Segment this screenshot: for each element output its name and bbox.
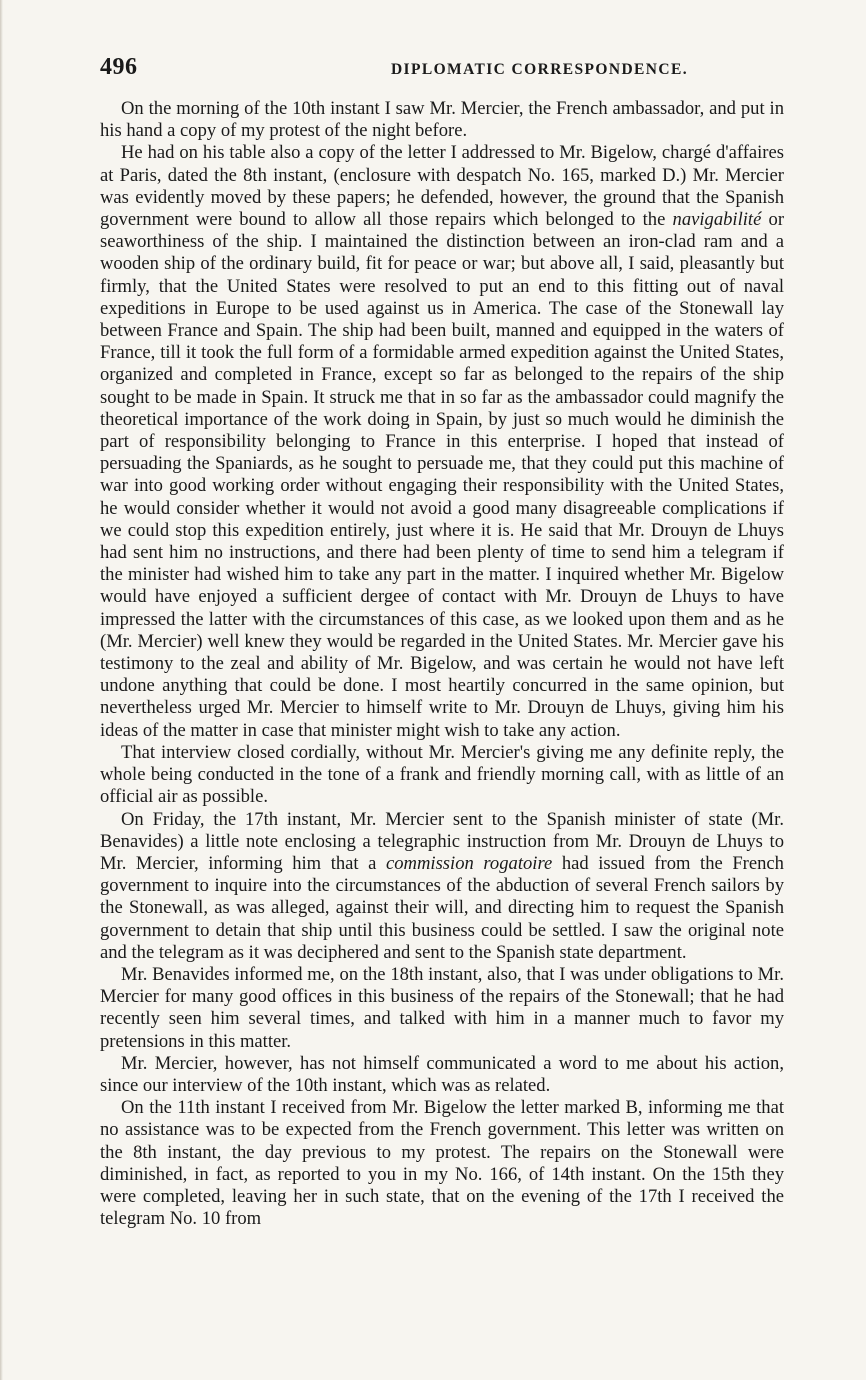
italic-phrase: navigabilité	[672, 209, 762, 231]
scan-edge	[0, 0, 3, 1380]
document-body	[100, 98, 784, 1230]
page-header	[100, 54, 784, 90]
paragraph	[100, 809, 784, 964]
text-run: or seaworthiness of the ship. I maintained the distinction between an iron-clad ram and a wooden ship of the ordinary build, fit for peace or war; but above all, I said, pleasantly but firmly, that the United States were resolved to put an end to this fitting out of naval expeditions in Europe to be used against us in America. The case of the Stonewall lay between France and Spain. The ship had been built, manned and equipped in the waters of France, till it took the full form of a formidable armed expedition against the United States, organized and completed in France, except so far as belonged to the repairs of the ship sought to be made in Spain. It struck me that in so far as the ambassador could magnify the theoretical importance of the work doing in Spain, by just so much would he diminish the part of responsibility belonging to France in this enterprise. I hoped that instead of persuading the Spaniards, as he sought to persuade me, that they could put this machine of war into good working order without engaging their responsibility with the United States, he would consider whether it would not avoid a good many disagreeable complications if we could stop this expedition entirely, just where it is. He said that Mr. Drouyn de Lhuys had sent him no instructions, and there had been plenty of time to send him a telegram if the minister had wished him to take any part in the matter. I inquired whether Mr. Bigelow would have enjoyed a sufficient dergee of contact with Mr. Drouyn de Lhuys to have impressed the latter with the circumstances of this case, as we looked upon them and as he (Mr. Mercier) well knew they would be regarded in the United States. Mr. Mercier gave his testimony to the zeal and ability of Mr. Bigelow, and was certain he would not have left undone anything that could be done. I most heartily concurred in the same opinion, but nevertheless urged Mr. Mercier to himself write to Mr. Drouyn de Lhuys, giving him his ideas of the matter in case that minister might wish to take any action.	[100, 209, 785, 741]
page-number: 496	[100, 54, 138, 80]
paragraph	[100, 1053, 784, 1097]
text-run: That interview closed cordially, without Mr. Mercier's giving me any definite reply, the whole being conducted in the tone of a frank and friendly morning call, with as little of an official air as possible.	[100, 741, 784, 808]
text-run: On Friday, the 17th instant, Mr. Mercier sent to the Spanish minister of state (Mr. Benavides) a little note enclosing a telegraphic instruction from Mr. Drouyn de Lhuys to Mr. Mercier, informing him that a	[100, 808, 784, 874]
paragraph	[100, 1097, 784, 1230]
text-run: On the 11th instant I received from Mr. Bigelow the letter marked B, informing me that no assistance was to be expected from the French government. This letter was written on the 8th instant, the day previous to my protest. The repairs on the Stonewall were diminished, in fact, as reported to you in my No. 166, of 14th instant. On the 15th they were completed, leaving her in such state, that on the evening of the 17th I received the telegram No. 10 from	[100, 1097, 784, 1230]
text-run: Mr. Mercier, however, has not himself communicated a word to me about his action, since our interview of the 10th instant, which was as related.	[100, 1052, 784, 1096]
paragraph	[100, 964, 784, 1053]
text-run: He had on his table also a copy of the letter I addressed to Mr. Bigelow, chargé d'affaires at Paris, dated the 8th instant, (enclosure with despatch No. 165, marked D.) Mr. Mercier was evidently moved by these papers; he defended, however, the ground that the Spanish government were bound to allow all those repairs which belonged to the	[100, 142, 784, 231]
text-run: had issued from the French government to inquire into the circumstances of the abduction of several French sailors by the Stonewall, as was alleged, against their will, and directing him to request the Spanish government to detain that ship until this business could be settled. I saw the original note and the telegram as it was deciphered and sent to the Spanish state department.	[100, 852, 784, 963]
document-page	[100, 54, 784, 1230]
paragraph	[100, 742, 784, 809]
running-head: DIPLOMATIC CORRESPONDENCE.	[390, 61, 688, 78]
paragraph	[100, 98, 784, 142]
paragraph	[100, 142, 784, 741]
italic-phrase: commission rogatoire	[386, 852, 553, 874]
text-run: On the morning of the 10th instant I saw Mr. Mercier, the French ambassador, and put in his hand a copy of my protest of the night before.	[100, 98, 784, 142]
text-run: Mr. Benavides informed me, on the 18th instant, also, that I was under obligations to Mr. Mercier for many good offices in this business of the repairs of the Stonewall; that he had recently seen him several times, and talked with him in a manner much to favor my pretensions in this matter.	[100, 963, 784, 1052]
